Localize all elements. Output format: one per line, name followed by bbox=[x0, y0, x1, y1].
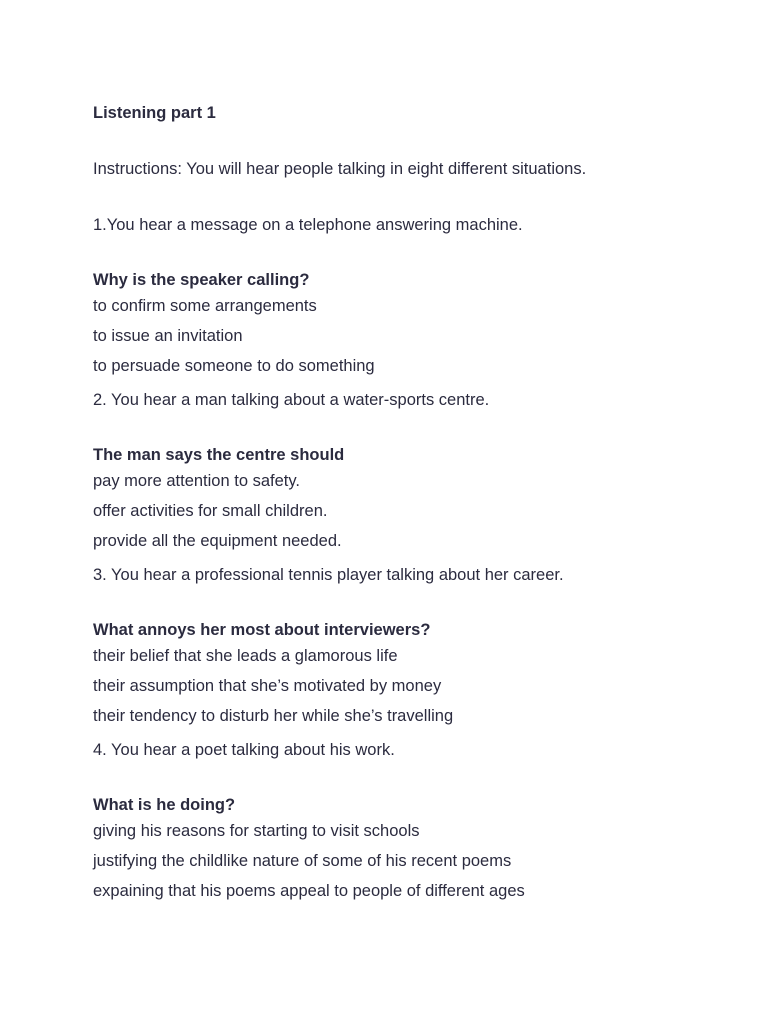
answer-option: giving his reasons for starting to visit schools bbox=[93, 822, 420, 840]
answer-option: provide all the equipment needed. bbox=[93, 532, 342, 550]
question-3 bbox=[93, 563, 733, 728]
question-stem: 3. You hear a professional tennis player talking about her career. bbox=[93, 566, 564, 584]
question-prompt: What annoys her most about interviewers? bbox=[93, 621, 431, 639]
question-1 bbox=[93, 213, 733, 378]
answer-option: their belief that she leads a glamorous life bbox=[93, 647, 398, 665]
answer-option: their assumption that she’s motivated by money bbox=[93, 677, 442, 695]
document-page bbox=[93, 101, 733, 913]
answer-option: justifying the childlike nature of some of his recent poems bbox=[93, 852, 512, 870]
answer-option: offer activities for small children. bbox=[93, 502, 328, 520]
question-4 bbox=[93, 738, 733, 903]
question-prompt: The man says the centre should bbox=[93, 446, 345, 464]
page-title: Listening part 1 bbox=[93, 104, 216, 122]
answer-option: to issue an invitation bbox=[93, 327, 243, 345]
answer-option: to persuade someone to do something bbox=[93, 357, 375, 375]
instructions-text: Instructions: You will hear people talking in eight different situations. bbox=[93, 160, 587, 178]
answer-option: their tendency to disturb her while she’s travelling bbox=[93, 707, 454, 725]
answer-option: to confirm some arrangements bbox=[93, 297, 317, 315]
question-prompt: What is he doing? bbox=[93, 796, 236, 814]
question-stem: 1.You hear a message on a telephone answering machine. bbox=[93, 216, 523, 234]
question-stem: 2. You hear a man talking about a water-sports centre. bbox=[93, 391, 490, 409]
question-2 bbox=[93, 388, 733, 553]
question-stem: 4. You hear a poet talking about his work. bbox=[93, 741, 395, 759]
answer-option: pay more attention to safety. bbox=[93, 472, 300, 490]
answer-option: expaining that his poems appeal to people of different ages bbox=[93, 882, 525, 900]
question-prompt: Why is the speaker calling? bbox=[93, 271, 310, 289]
